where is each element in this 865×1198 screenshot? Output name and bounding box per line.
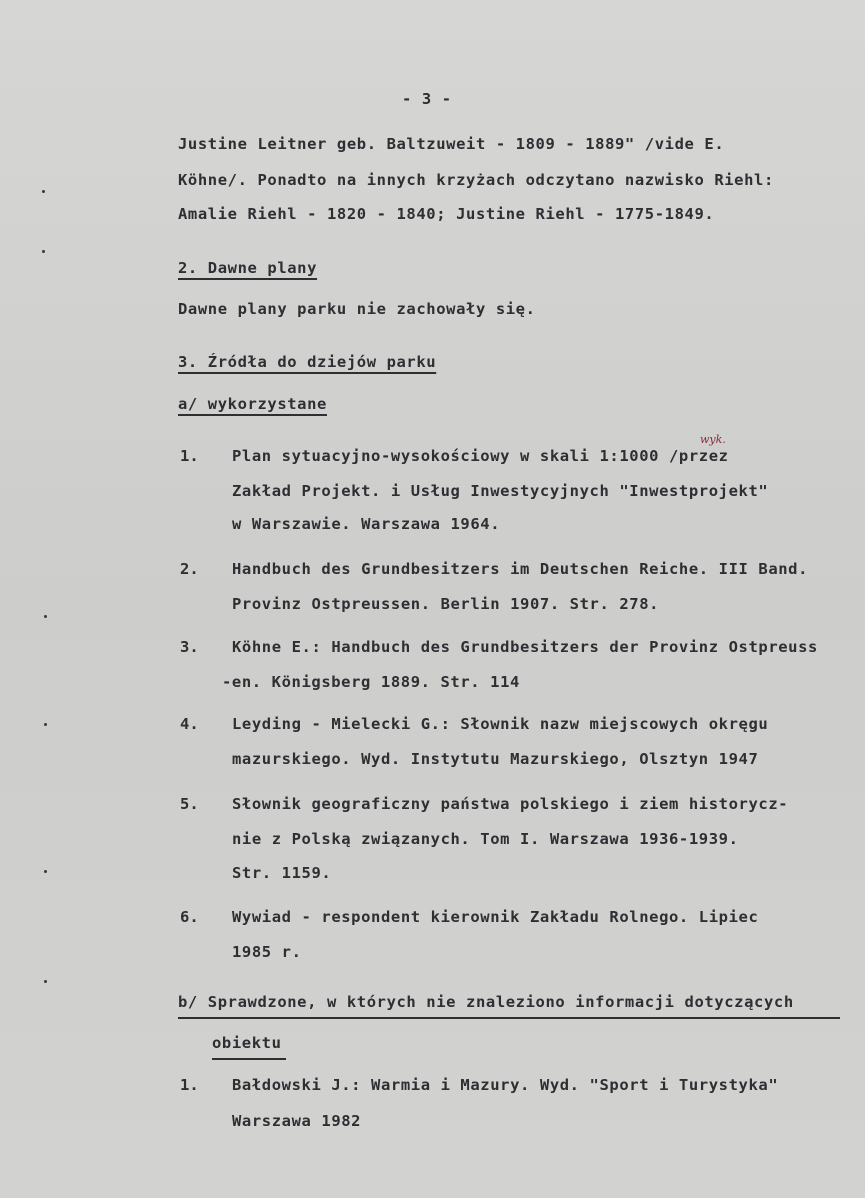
- section-3-heading: 3. Źródła do dziejów parku: [178, 353, 437, 371]
- item-line: Leyding - Mielecki G.: Słownik nazw miejscowych okręgu: [232, 715, 769, 733]
- item-number: 2.: [180, 560, 199, 578]
- item-number: 4.: [180, 715, 199, 733]
- page-number: - 3 -: [402, 90, 452, 108]
- item-line: Bałdowski J.: Warmia i Mazury. Wyd. "Sport i Turystyka": [232, 1076, 779, 1094]
- item-number: 1.: [180, 1076, 199, 1094]
- handwritten-note: wyk.: [700, 433, 726, 446]
- item-line: nie z Polską związanych. Tom I. Warszawa 1936-1939.: [232, 830, 739, 848]
- item-line: Plan sytuacyjno-wysokościowy w skali 1:1000 /przez: [232, 447, 729, 465]
- item-line: w Warszawie. Warszawa 1964.: [232, 515, 501, 533]
- item-line: Warszawa 1982: [232, 1112, 362, 1130]
- item-line: Köhne E.: Handbuch des Grundbesitzers der Provinz Ostpreuss: [232, 638, 818, 656]
- item-number: 3.: [180, 638, 199, 656]
- item-number: 1.: [180, 447, 199, 465]
- section-2-text: Dawne plany parku nie zachowały się.: [178, 300, 536, 318]
- margin-mark: [42, 190, 45, 193]
- item-line: Handbuch des Grundbesitzers im Deutschen Reiche. III Band.: [232, 560, 809, 578]
- item-line: 1985 r.: [232, 943, 302, 961]
- margin-mark: [44, 870, 47, 873]
- section-2-heading: 2. Dawne plany: [178, 259, 318, 277]
- margin-mark: [44, 615, 47, 618]
- intro-line: Amalie Riehl - 1820 - 1840; Justine Riehl - 1775-1849.: [178, 205, 715, 223]
- item-line: Str. 1159.: [232, 864, 332, 882]
- intro-line: Köhne/. Ponadto na innych krzyżach odczytano nazwisko Riehl:: [178, 171, 774, 189]
- section-3b-heading-cont: obiektu: [212, 1034, 282, 1052]
- underline-rule: [212, 1058, 286, 1060]
- item-line: Provinz Ostpreussen. Berlin 1907. Str. 278.: [232, 595, 660, 613]
- margin-mark: [44, 723, 47, 726]
- section-3a-heading: a/ wykorzystane: [178, 395, 327, 413]
- item-line: Słownik geograficzny państwa polskiego i ziem historycz-: [232, 795, 789, 813]
- underline-rule: [178, 1017, 840, 1019]
- item-line: Wywiad - respondent kierownik Zakładu Rolnego. Lipiec: [232, 908, 759, 926]
- item-number: 5.: [180, 795, 199, 813]
- item-line: -en. Königsberg 1889. Str. 114: [222, 673, 520, 691]
- intro-line: Justine Leitner geb. Baltzuweit - 1809 - 1889" /vide E.: [178, 135, 725, 153]
- item-line: Zakład Projekt. i Usług Inwestycyjnych "Inwestprojekt": [232, 482, 769, 500]
- item-line: mazurskiego. Wyd. Instytutu Mazurskiego, Olsztyn 1947: [232, 750, 759, 768]
- margin-mark: [42, 250, 45, 253]
- section-3b-heading: b/ Sprawdzone, w których nie znaleziono informacji dotyczących: [178, 993, 794, 1011]
- item-number: 6.: [180, 908, 199, 926]
- margin-mark: [44, 980, 47, 983]
